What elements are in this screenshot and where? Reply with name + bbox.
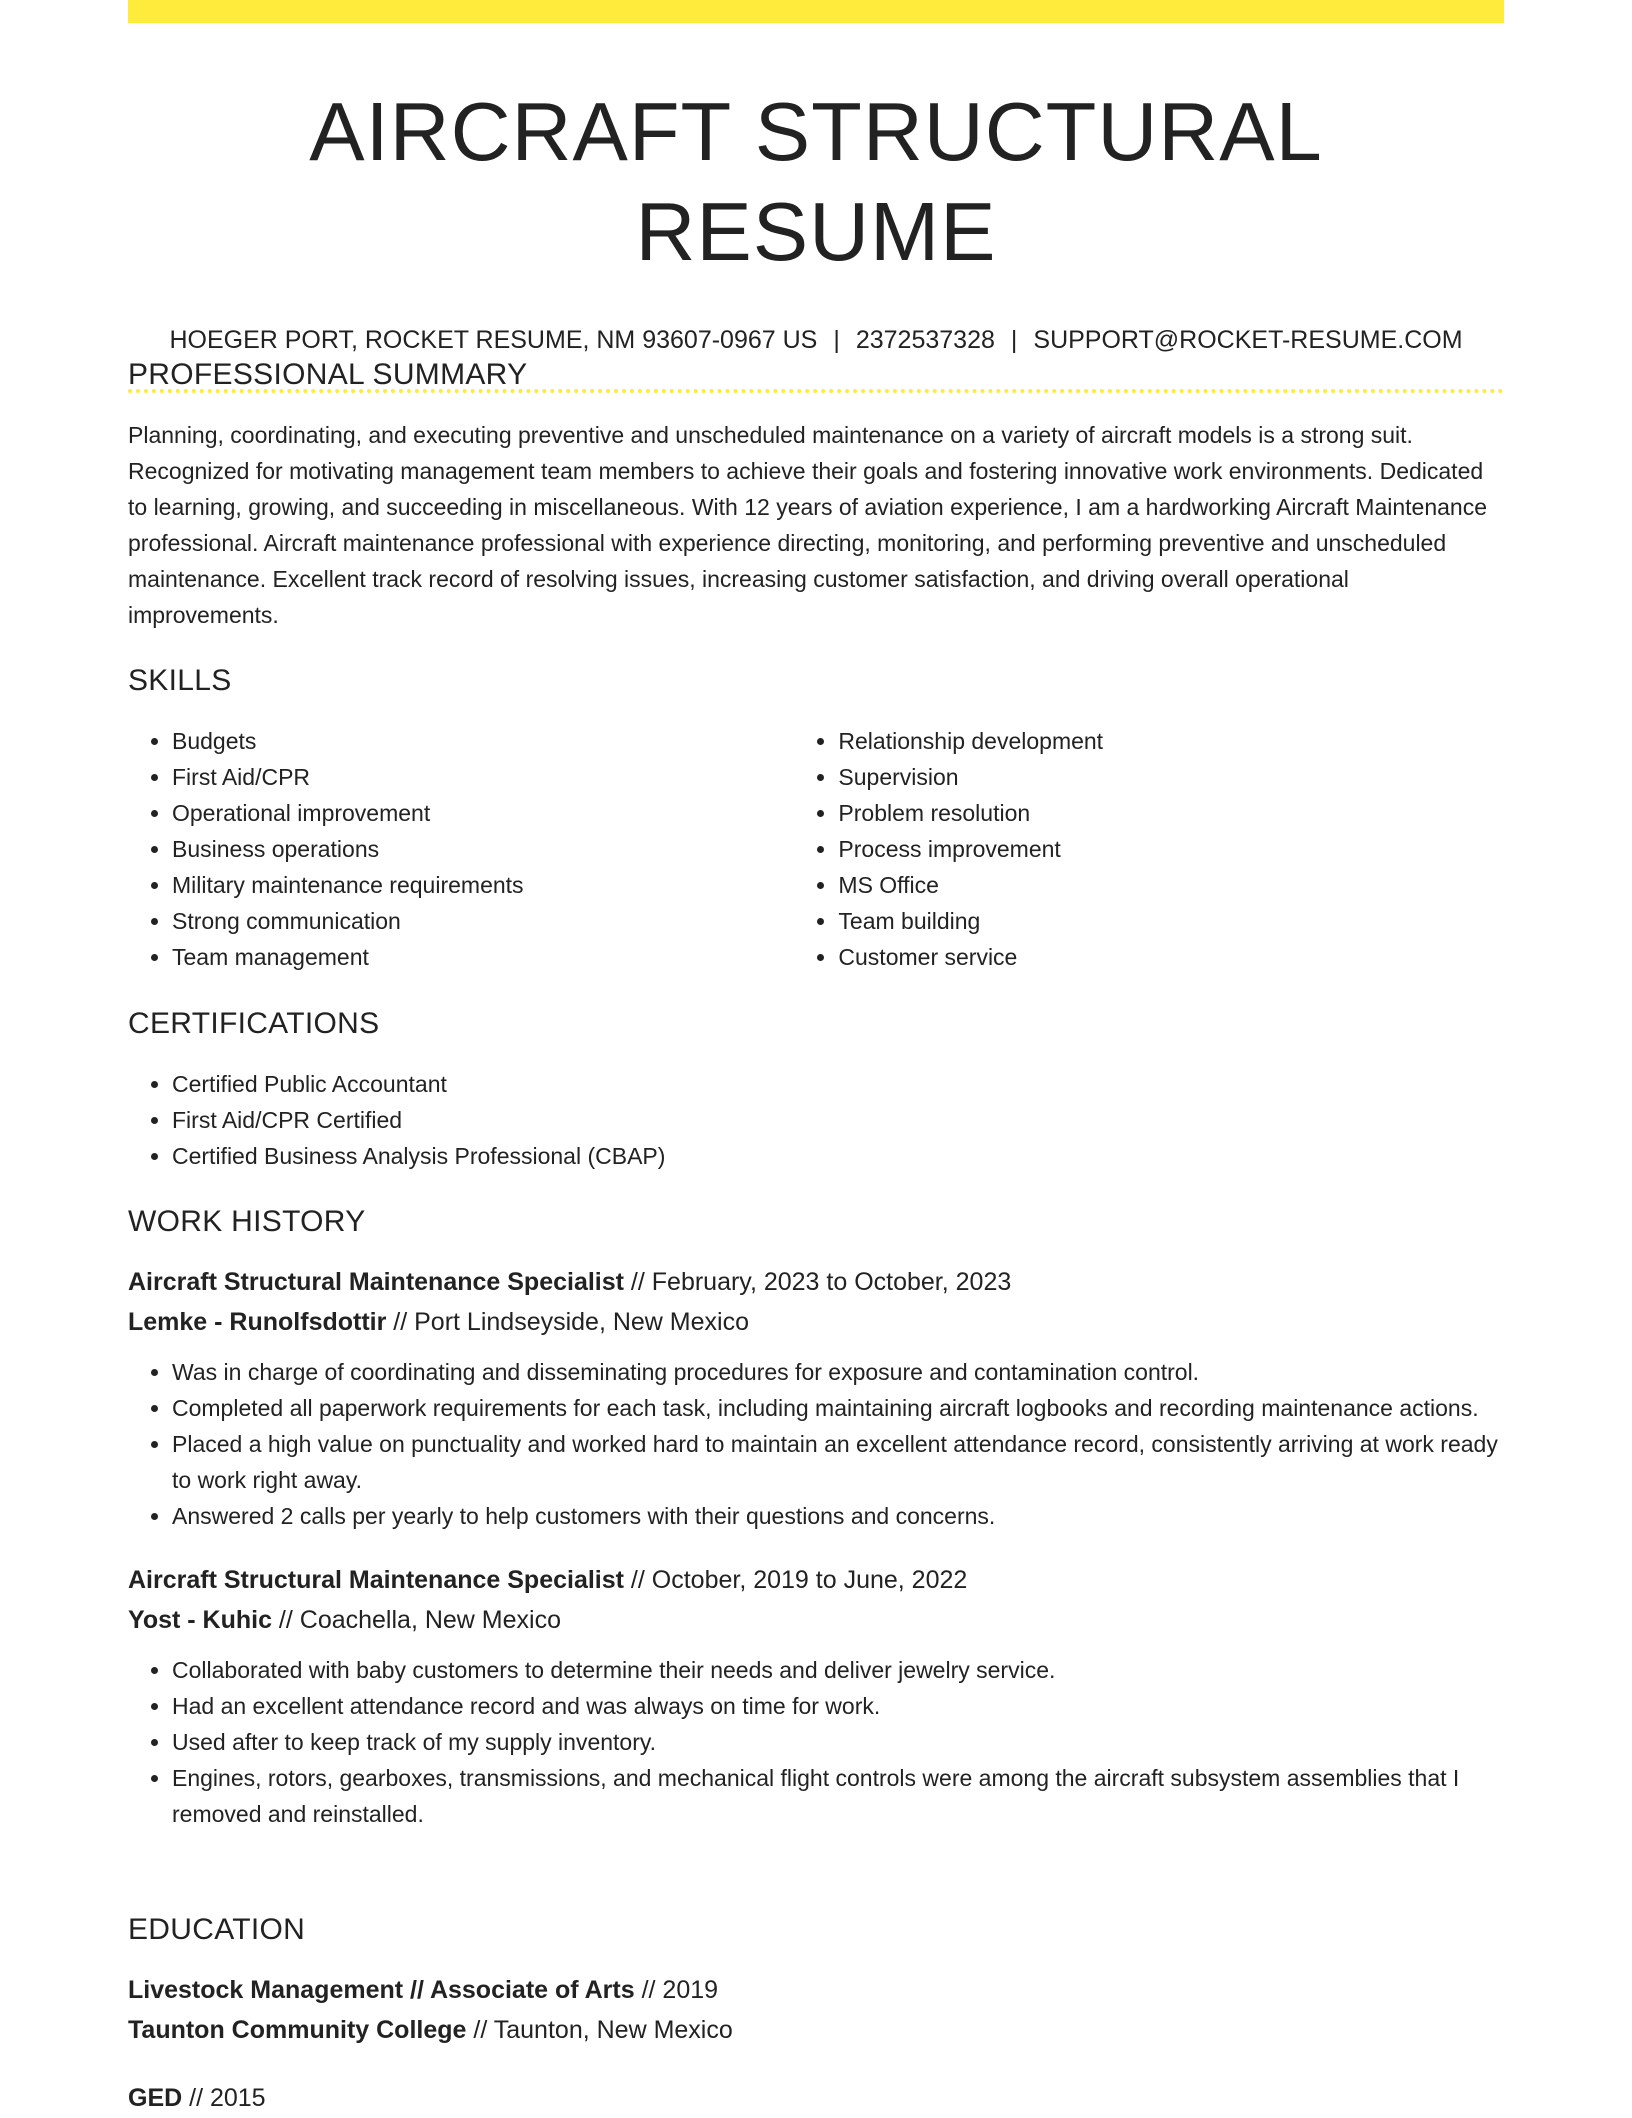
job-bullet: • Answered 2 calls per yearly to help customers with their questions and concerns. [172,1498,1504,1534]
education-school-line [128,2010,1504,2050]
skill-item: • Budgets [172,723,794,759]
job-title-line [128,1560,1504,1600]
job-bullet: • Collaborated with baby customers to determine their needs and deliver jewelry service. [172,1652,1504,1688]
skill-item: • MS Office [838,867,1504,903]
skill-item: • Relationship development [838,723,1504,759]
certification-item: • Certified Business Analysis Professional (CBAP) [172,1138,1504,1174]
job-bullets [128,1652,1504,1832]
job-title-line [128,1262,1504,1302]
skill-item: • Customer service [838,939,1504,975]
education-school: Taunton Community College [128,2016,467,2044]
job-title: Aircraft Structural Maintenance Specialist [128,1268,624,1296]
job-company-line [128,1600,1504,1640]
job-location: // Coachella, New Mexico [271,1606,561,1634]
education-year: // 2019 [634,1976,719,2004]
skill-item: • Business operations [172,831,794,867]
skill-item: • Strong communication [172,903,794,939]
job-location: // Port Lindseyside, New Mexico [386,1308,749,1336]
contact-phone: 2372537328 [855,326,995,354]
certification-item: • First Aid/CPR Certified [172,1102,1504,1138]
certifications-section [128,1006,1504,1174]
skills-list-left [128,723,794,975]
certification-item: • Certified Public Accountant [172,1066,1504,1102]
skills-heading: SKILLS [128,664,232,697]
certifications-list [128,1066,1504,1174]
summary-section [128,357,1504,633]
skills-list-right [794,723,1504,975]
education-heading: EDUCATION [128,1913,306,1946]
skill-item: • Problem resolution [838,795,1504,831]
job-company-line [128,1302,1504,1342]
contact-address: HOEGER PORT, ROCKET RESUME, NM 93607-0967 US [169,326,818,354]
separator: | [1010,326,1018,354]
job-bullet: • Completed all paperwork requirements for each task, including maintaining aircraft logbooks and recording maintenance actions. [172,1390,1504,1426]
job-bullet: • Engines, rotors, gearboxes, transmissions, and mechanical flight controls were among the aircraft subsystem assemblies that I removed and reinstalled. [172,1760,1504,1832]
resume-page [128,0,1504,2112]
skills-section [128,663,1504,975]
job-bullet: • Had an excellent attendance record and was always on time for work. [172,1688,1504,1724]
skill-item: • Operational improvement [172,795,794,831]
job-dates: // February, 2023 to October, 2023 [623,1268,1012,1296]
education-entry [128,1970,1504,2050]
job-company: Lemke - Runolfsdottir [128,1308,387,1336]
job-company: Yost - Kuhic [128,1606,272,1634]
skills-columns [128,723,1504,975]
contact-email: SUPPORT@ROCKET-RESUME.COM [1033,326,1463,354]
education-degree: Livestock Management // Associate of Arts [128,1976,635,2004]
education-degree-line [128,2078,1504,2118]
job-bullet: • Used after to keep track of my supply inventory. [172,1724,1504,1760]
job-entry [128,1262,1504,1534]
skill-item: • Supervision [838,759,1504,795]
job-title: Aircraft Structural Maintenance Specialist [128,1566,624,1594]
education-degree: GED [128,2084,183,2112]
skill-item: • Team building [838,903,1504,939]
certifications-heading: CERTIFICATIONS [128,1007,380,1040]
education-section [128,1912,1504,2118]
skill-item: • Team management [172,939,794,975]
job-dates: // October, 2019 to June, 2022 [623,1566,968,1594]
resume-title: AIRCRAFT STRUCTURAL RESUME [309,85,1323,278]
accent-bar [128,0,1504,23]
job-bullet: • Was in charge of coordinating and disseminating procedures for exposure and contamination control. [172,1354,1504,1390]
job-bullet: • Placed a high value on punctuality and worked hard to maintain an excellent attendance record, consistently arriving at work ready to work right away. [172,1426,1504,1498]
job-bullets [128,1354,1504,1534]
contact-line [128,325,1504,355]
skill-item: • Military maintenance requirements [172,867,794,903]
education-entry [128,2078,1504,2118]
job-entry [128,1560,1504,1832]
summary-text: Planning, coordinating, and executing preventive and unscheduled maintenance on a variety of aircraft models is a strong suit. Recognized for motivating management team members to achieve their goals and fostering innovative work environments. Dedicated to learning, growing, and succeeding in miscellaneous. With 12 years of aviation experience, I am a hardworking Aircraft Maintenance professional. Aircraft maintenance professional with experience directing, monitoring, and performing preventive and unscheduled maintenance. Excellent track record of resolving issues, increasing customer satisfaction, and driving overall operational improvements. [128,422,1488,628]
education-year: // 2015 [182,2084,266,2112]
skill-item: • First Aid/CPR [172,759,794,795]
separator: | [833,326,840,354]
education-degree-line [128,1970,1504,2010]
education-location: // Taunton, New Mexico [466,2016,733,2044]
work-history-section [128,1204,1504,1832]
summary-heading: PROFESSIONAL SUMMARY [128,358,528,391]
skill-item: • Process improvement [838,831,1504,867]
work-history-heading: WORK HISTORY [128,1205,366,1238]
